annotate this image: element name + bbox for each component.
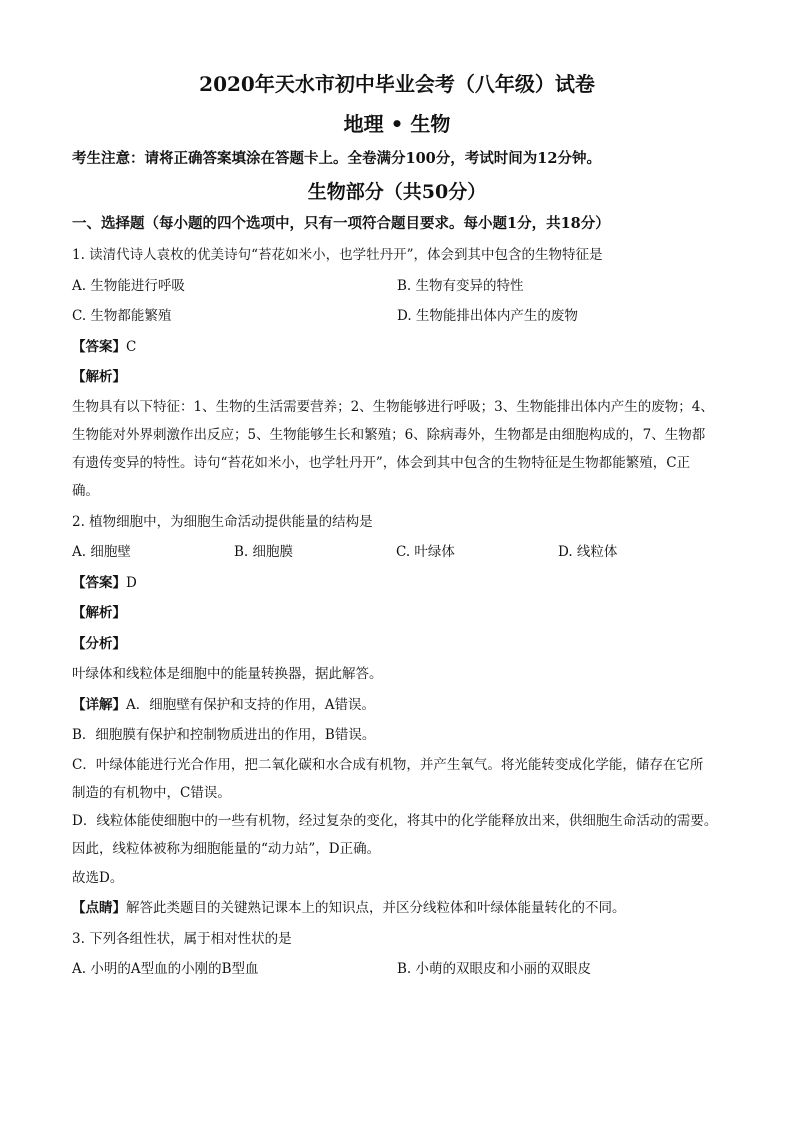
question-1-analysis-label [72,362,722,393]
question-1 [72,240,722,505]
question-2-fenxi-text: 叶绿体和线粒体是细胞中的能量转换器，据此解答。 [72,666,383,682]
question-2-dianjing [72,893,722,924]
question-3-stem: 3. 下列各组性状，属于相对性状的是 [72,930,292,947]
question-2-option-d: D. 线粒体 [558,544,618,560]
question-2-answer [72,568,722,599]
question-1-stem: 1. 读清代诗人袁枚的优美诗句“苔花如米小，也学牡丹开”，体会到其中包含的生物特征是 [72,247,603,263]
question-3-options-row-1 [72,954,722,985]
question-2-options-row [72,537,722,568]
question-1-answer-value: C [126,338,137,355]
part-title: 生物部分（共50分） [307,181,487,203]
question-1-option-c: C. 生物都能繁殖 [72,308,172,324]
question-2-analysis-label [72,598,722,629]
question-2-detail-d-line: D．线粒体能使细胞中的一些有机物，经过复杂的变化，将其中的化学能释放出来，供细胞生命活动的需要。 [72,812,718,829]
question-1-option-a: A. 生物能进行呼吸 [72,277,185,294]
question-2-fenxi-label [72,629,722,660]
question-1-analysis-line: 生物具有以下特征：1、生物的生活需要营养；2、生物能够进行呼吸；3、生物能排出体内产生的废物；4、 [72,398,714,415]
question-1-options-row-1 [72,271,722,302]
question-1-options-row-2 [72,301,722,332]
question-3 [72,924,722,985]
question-2-dianjing-text: 解答此类题目的关键熟记课本上的知识点，并区分线粒体和叶绿体能量转化的不同。 [126,900,626,916]
question-2-detail-c-line: 制造的有机物中，C错误。 [72,784,231,801]
answer-label: 【答案】 [72,574,126,591]
question-3-option-b: B. 小萌的双眼皮和小丽的双眼皮 [397,961,592,977]
exam-notice: 考生注意：请将正确答案填涂在答题卡上。全卷满分100分，考试时间为12分钟。 [72,150,601,167]
exam-title: 2020年天水市初中毕业会考（八年级）试卷 [199,72,595,96]
question-1-analysis-line: 生物能对外界刺激作出反应；5、生物能够生长和繁殖；6、除病毒外，生物都是由细胞构成的，7、生物都 [72,426,706,443]
question-2-detail-c-line: C．叶绿体能进行光合作用，把二氧化碳和水合成有机物，并产生氧气。将光能转变成化学能，储存在它所 [72,756,704,773]
question-2-option-c: C. 叶绿体 [396,544,455,560]
question-1-analysis [72,393,722,505]
question-2-detail-a [72,690,722,721]
xiangjie-label: 【详解】 [72,696,126,713]
question-2-answer-value: D [126,574,137,591]
analysis-label: 【解析】 [72,369,126,385]
question-2-conclusion: 故选D。 [72,869,124,886]
question-3-option-a: A. 小明的A型血的小刚的B型血 [72,961,259,977]
question-2-detail-b: B．细胞膜有保护和控制物质进出的作用，B错误。 [72,727,376,743]
question-1-option-b: B. 生物有变异的特性 [397,277,524,294]
question-2-detail-a-text: A．细胞壁有保护和支持的作用，A错误。 [126,696,375,713]
section-title: 一、选择题（每小题的四个选项中，只有一项符合题目要求。每小题1分，共18分） [72,215,610,232]
question-1-option-d: D. 生物能排出体内产生的废物 [397,308,578,324]
question-1-analysis-line: 有遗传变异的特性。诗句“苔花如米小，也学牡丹开”，体会到其中包含的生物特征是生物都能繁殖，C正 [72,454,691,471]
question-2-detail-d-line: 因此，线粒体被称为细胞能量的“动力站”，D正确。 [72,840,381,857]
analysis-label: 【解析】 [72,605,126,621]
question-1-analysis-line: 确。 [72,482,99,499]
dianjing-label: 【点睛】 [72,900,126,916]
question-2 [72,507,722,924]
question-2-option-a: A. 细胞壁 [72,544,131,560]
exam-subtitle: 地理 • 生物 [343,112,451,136]
question-2-stem: 2. 植物细胞中，为细胞生命活动提供能量的结构是 [72,513,373,530]
answer-label: 【答案】 [72,338,126,355]
fenxi-label: 【分析】 [72,635,126,652]
question-1-answer [72,332,722,363]
question-2-option-b: B. 细胞膜 [234,544,294,560]
